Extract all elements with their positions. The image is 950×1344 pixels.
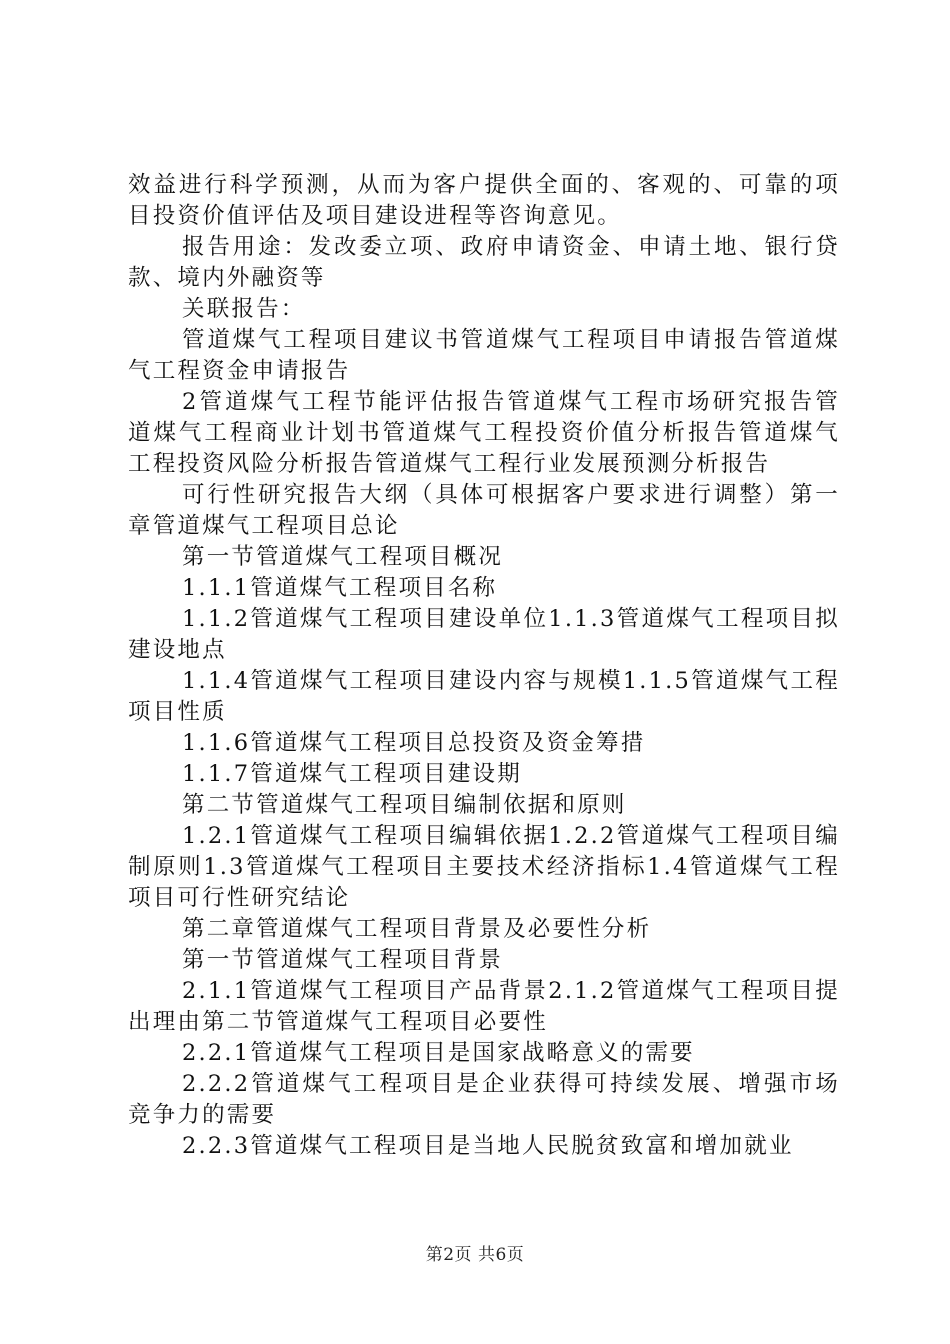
body-paragraph: 1.1.7管道煤气工程项目建设期 (182, 761, 522, 787)
body-paragraph: 可行性研究报告大纲（具体可根据客户要求进行调整）第一章管道煤气工程项目总论 (128, 482, 840, 539)
body-paragraph: 2.2.1管道煤气工程项目是国家战略意义的需要 (182, 1040, 695, 1066)
body-paragraph: 2.2.2管道煤气工程项目是企业获得可持续发展、增强市场竞争力的需要 (128, 1071, 840, 1128)
page-footer: 第2页 共6页 (425, 1245, 525, 1265)
body-paragraph: 关联报告： (182, 296, 306, 322)
body-paragraph: 第二节管道煤气工程项目编制依据和原则 (182, 792, 627, 818)
body-paragraph: 2.2.3管道煤气工程项目是当地人民脱贫致富和增加就业 (182, 1133, 794, 1159)
body-paragraph: 第一节管道煤气工程项目概况 (182, 544, 504, 570)
body-paragraph: 报告用途：发改委立项、政府申请资金、申请土地、银行贷款、境内外融资等 (128, 234, 840, 291)
body-paragraph: 1.2.1管道煤气工程项目编辑依据1.2.2管道煤气工程项目编制原则1.3管道煤气工程项目主要技术经济指标1.4管道煤气工程项目可行性研究结论 (128, 823, 840, 911)
body-paragraph: 2.1.1管道煤气工程项目产品背景2.1.2管道煤气工程项目提出理由第二节管道煤气工程项目必要性 (128, 978, 840, 1035)
body-paragraph: 第一节管道煤气工程项目背景 (182, 947, 504, 973)
body-paragraph: 1.1.6管道煤气工程项目总投资及资金筹措 (182, 730, 646, 756)
body-paragraph: 效益进行科学预测，从而为客户提供全面的、客观的、可靠的项目投资价值评估及项目建设进程等咨询意见。 (128, 172, 840, 229)
body-paragraph: 1.1.4管道煤气工程项目建设内容与规模1.1.5管道煤气工程项目性质 (128, 668, 840, 725)
body-paragraph: 第二章管道煤气工程项目背景及必要性分析 (182, 916, 652, 942)
document-body (128, 170, 840, 1162)
body-paragraph: 1.1.1管道煤气工程项目名称 (182, 575, 498, 601)
body-paragraph: 2管道煤气工程节能评估报告管道煤气工程市场研究报告管道煤气工程商业计划书管道煤气工程投资价值分析报告管道煤气工程投资风险分析报告管道煤气工程行业发展预测分析报告 (128, 389, 840, 477)
body-paragraph: 管道煤气工程项目建议书管道煤气工程项目申请报告管道煤气工程资金申请报告 (128, 327, 840, 384)
body-paragraph: 1.1.2管道煤气工程项目建设单位1.1.3管道煤气工程项目拟建设地点 (128, 606, 840, 663)
